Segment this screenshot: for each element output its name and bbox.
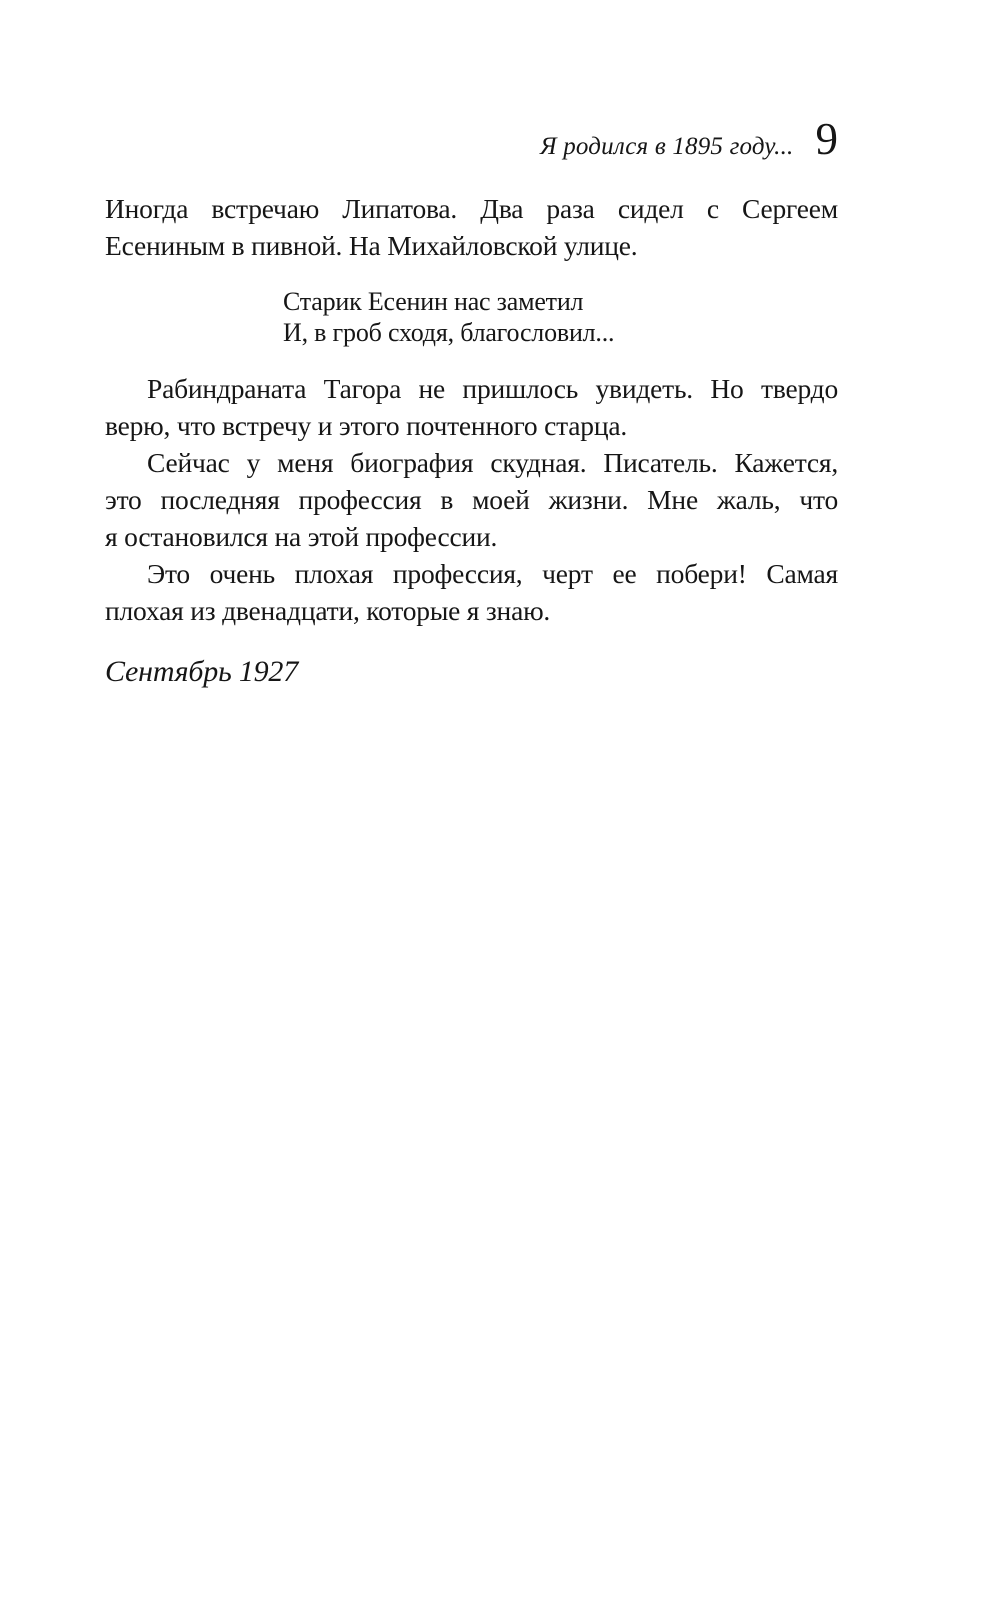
text-line: Это очень плохая профессия, черт ее побери! Самая: [147, 558, 838, 589]
text-line: плохая из двенадцати, которые я знаю.: [105, 595, 551, 626]
paragraph: [105, 370, 838, 444]
verse-line: Старик Есенин нас заметил: [283, 287, 584, 316]
text-line: Рабиндраната Тагора не пришлось увидеть. Но твердо: [147, 373, 838, 404]
paragraph: [105, 555, 838, 629]
running-header: [105, 0, 838, 162]
page-number: 9: [815, 114, 838, 164]
text-line: это последняя профессия в моей жизни. Мне жаль, что: [105, 484, 838, 515]
text-line: Сейчас у меня биография скудная. Писатель. Кажется,: [147, 447, 838, 478]
paragraph: [105, 444, 838, 555]
text-line: Иногда встречаю Липатова. Два раза сидел с Сергеем: [105, 193, 838, 224]
text-line: я остановился на этой профессии.: [105, 521, 498, 552]
verse-line: И, в гроб сходя, благословил...: [283, 318, 615, 347]
dateline: Сентябрь 1927: [105, 655, 299, 688]
paragraph: [105, 190, 838, 264]
text-column: [105, 0, 838, 690]
text-line: Есениным в пивной. На Михайловской улице.: [105, 230, 638, 261]
running-title: Я родился в 1895 году...: [540, 133, 794, 160]
text-line: верю, что встречу и этого почтенного старца.: [105, 410, 628, 441]
page-body: [105, 190, 838, 690]
verse-quote: [283, 286, 838, 348]
